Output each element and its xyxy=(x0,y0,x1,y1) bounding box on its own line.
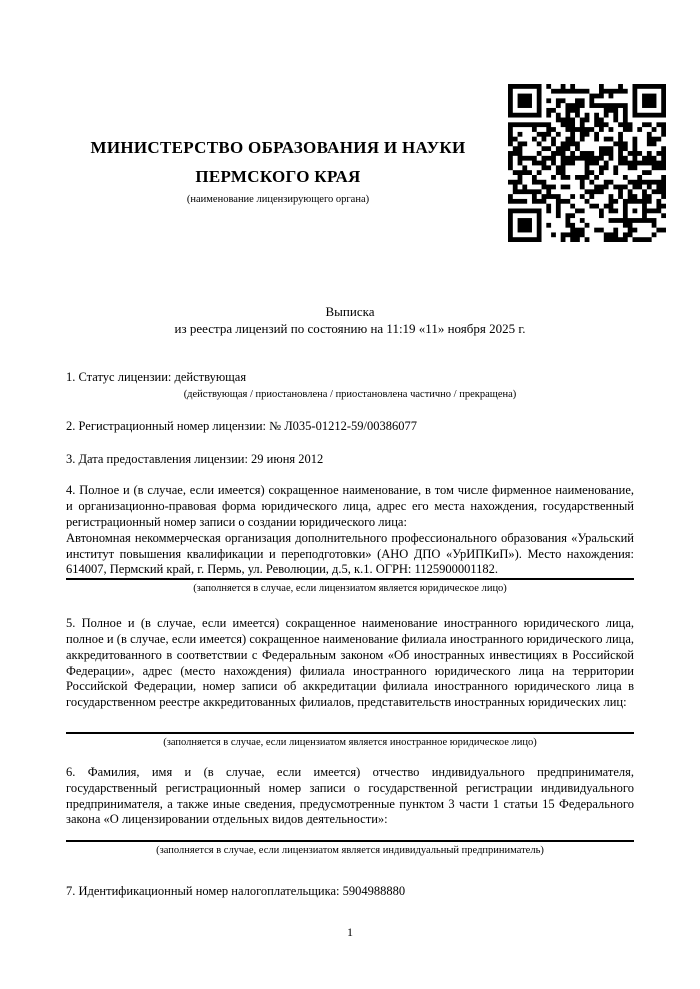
document-title xyxy=(66,303,634,337)
item-7-taxpayer-number: 7. Идентификационный номер налогоплательщика: 5904988880 xyxy=(66,884,406,899)
item-2-registration-number: 2. Регистрационный номер лицензии: № Л035-01212-59/00386077 xyxy=(66,418,417,433)
item-6-note: (заполняется в случае, если лицензиатом является индивидуальный предприниматель) xyxy=(156,845,544,857)
item-5-empty-value xyxy=(66,711,634,732)
item-3-grant-date: 3. Дата предоставления лицензии: 29 июня 2012 xyxy=(66,451,324,466)
item-4-fill-line xyxy=(66,578,634,580)
document-title-line1: Выписка xyxy=(325,304,375,319)
qr-code-canvas xyxy=(508,84,666,242)
item-5-foreign-entity-heading: 5. Полное и (в случае, если имеется) сокращенное наименование иностранного юридического лица, полное и (в случае, если имеется) сокращенное наименование филиала иностранного юридического лица, аккредитованного в соответствии с Федеральным законом «Об иностранных инвестициях в Российской Федерации», адрес (место нахождения) филиала иностранного юридического лица на территории Российской Федерации, номер записи об аккредитации филиала иностранного юридического лица в государственном реестре аккредитованных филиалов, представительств иностранных юридических лиц: xyxy=(66,616,634,710)
qr-code xyxy=(508,84,666,242)
item-6-individual-heading: 6. Фамилия, имя и (в случае, если имеется) отчество индивидуального предпринимателя, государственный регистрационный номер записи о государственной регистрации индивидуального предпринимателя, а также иные сведения, предусмотренные пунктом 3 части 1 статьи 15 Федерального закона «О лицензировании отдельных видов деятельности»: xyxy=(66,764,634,827)
licensing-authority-block xyxy=(66,133,490,206)
document-title-line2: из реестра лицензий по состоянию на 11:19 «11» ноября 2025 г. xyxy=(174,321,526,336)
item-4-note: (заполняется в случае, если лицензиатом является юридическое лицо) xyxy=(193,583,507,595)
item-4-legal-entity-heading: 4. Полное и (в случае, если имеется) сокращенное наименование, в том числе фирменное наименование, и организационно-правовая форма юридического лица, адрес его места нахождения, государственный регистрационный номер записи о создании юридического лица: xyxy=(66,483,634,529)
item-1-license-status: 1. Статус лицензии: действующая xyxy=(66,370,247,384)
page-number: 1 xyxy=(347,924,353,939)
ministry-name-line1: МИНИСТЕРСТВО ОБРАЗОВАНИЯ И НАУКИ xyxy=(90,138,466,157)
item-6-fill-line xyxy=(66,840,634,842)
item-6-empty-value xyxy=(66,828,634,840)
item-1-status-options-note: (действующая / приостановлена / приостановлена частично / прекращена) xyxy=(183,388,517,400)
item-5-fill-line xyxy=(66,732,634,734)
item-5-note: (заполняется в случае, если лицензиатом является иностранное юридическое лицо) xyxy=(163,736,537,748)
licensing-authority-note: (наименование лицензирующего органа) xyxy=(186,194,370,205)
item-4-legal-entity-value: Автономная некоммерческая организация дополнительного профессионального образования «Уральский институт повышения квалификации и переподготовки» (АНО ДПО «УрИПКиП»). Место нахождения: 614007, Пермский край, г. Пермь, ул. Революции, д.5, к.1. ОГРН: 1125900001182. xyxy=(66,530,634,577)
ministry-name-line2: ПЕРМСКОГО КРАЯ xyxy=(195,167,361,186)
